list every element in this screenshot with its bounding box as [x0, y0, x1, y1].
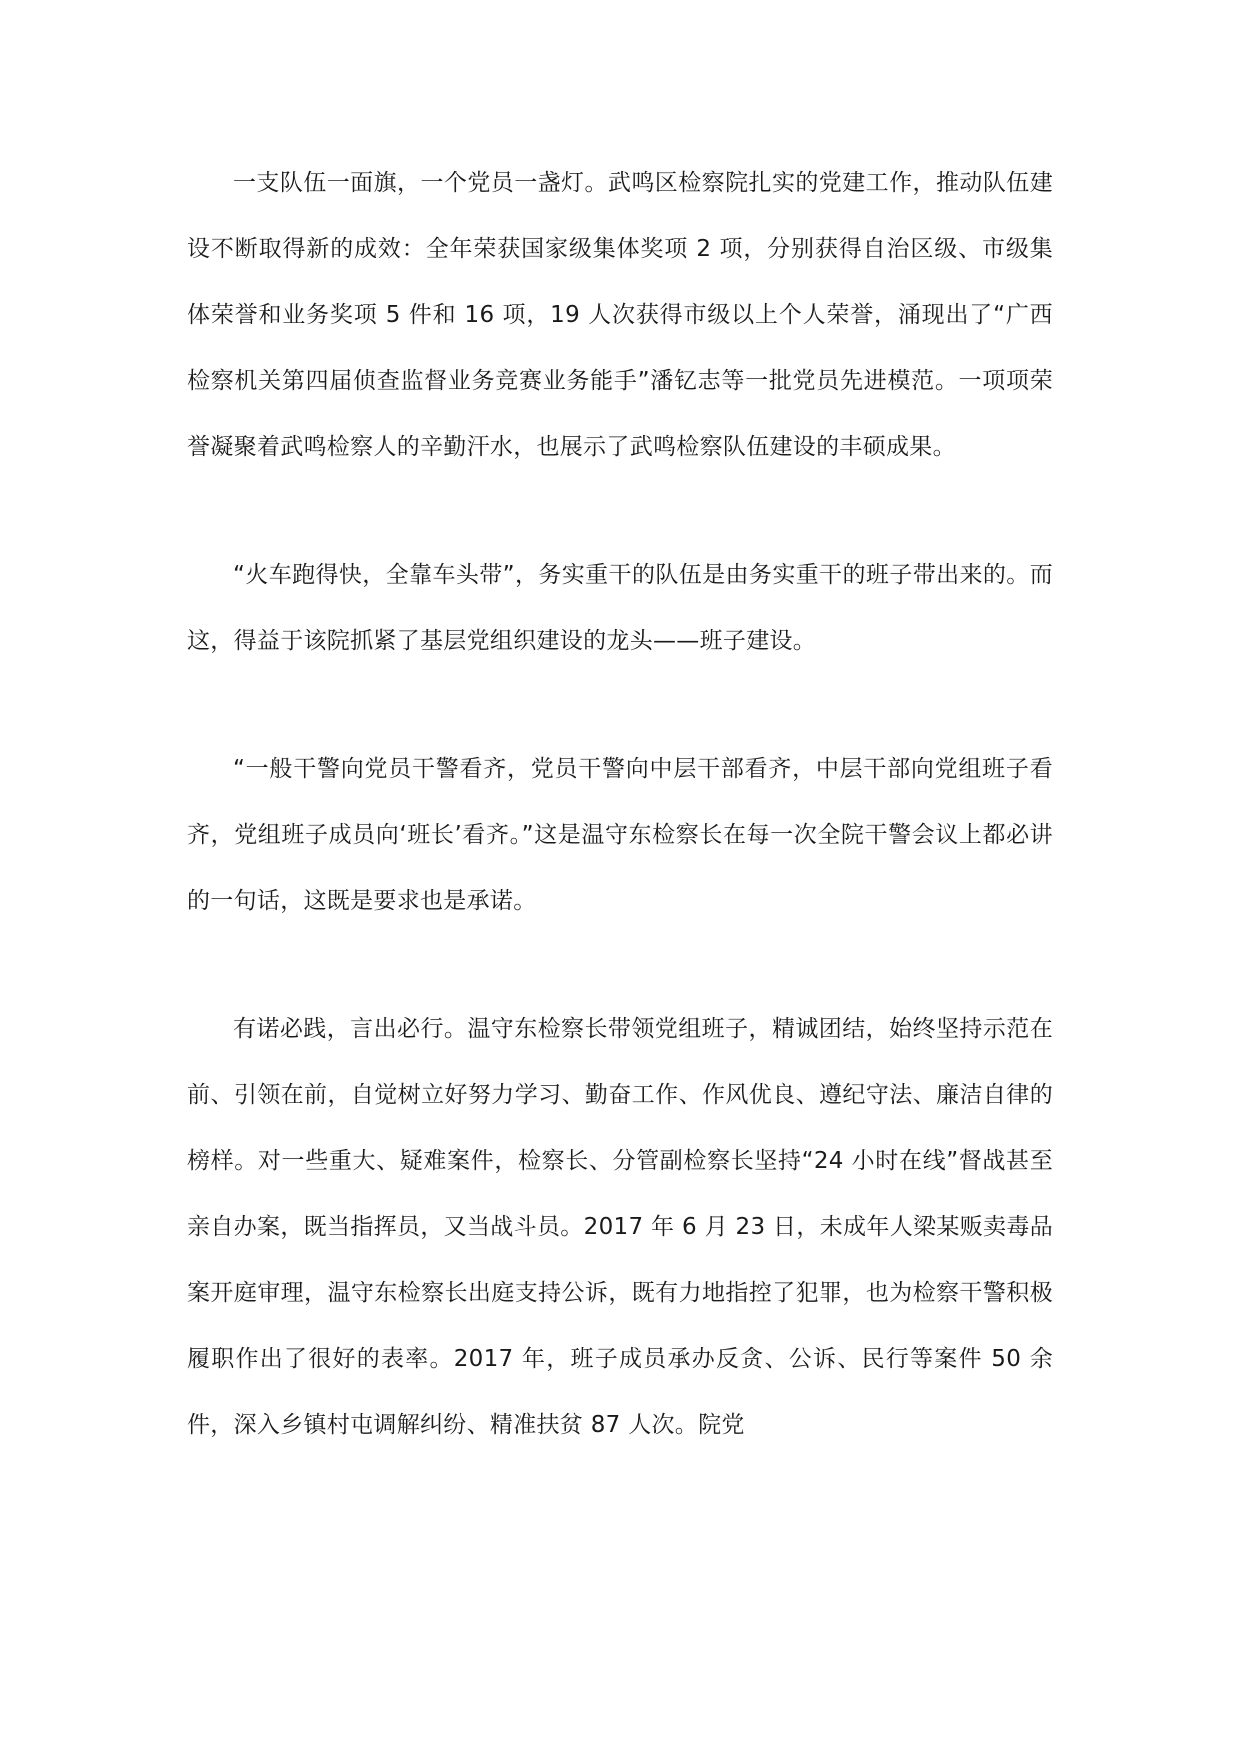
paragraph-2: “火车跑得快，全靠车头带”，务实重干的队伍是由务实重干的班子带出来的。而这，得益于该院抓紧了基层党组织建设的龙头——班子建设。 — [187, 562, 1053, 654]
paragraph-3: “一般干警向党员干警看齐，党员干警向中层干部看齐，中层干部向党组班子看齐，党组班子成员向‘班长’看齐。”这是温守东检察长在每一次全院干警会议上都必讲的一句话，这既是要求也是承诺。 — [187, 756, 1053, 914]
paragraph-1: 一支队伍一面旗，一个党员一盏灯。武鸣区检察院扎实的党建工作，推动队伍建设不断取得新的成效：全年荣获国家级集体奖项 2 项，分别获得自治区级、市级集体荣誉和业务奖项 5 件和 16 项，19 人次获得市级以上个人荣誉，涌现出了“广西检察机关第四届侦查监督业务竞赛业务能手”潘钇志等一批党员先进模范。一项项荣誉凝聚着武鸣检察人的辛勤汗水，也展示了武鸣检察队伍建设的丰硕成果。 — [187, 170, 1053, 460]
paragraph-4: 有诺必践，言出必行。温守东检察长带领党组班子，精诚团结，始终坚持示范在前、引领在前，自觉树立好努力学习、勤奋工作、作风优良、遵纪守法、廉洁自律的榜样。对一些重大、疑难案件，检察长、分管副检察长坚持“24 小时在线”督战甚至亲自办案，既当指挥员，又当战斗员。2017 年 6 月 23 日，未成年人梁某贩卖毒品案开庭审理，温守东检察长出庭支持公诉，既有力地指控了犯罪，也为检察干警积极履职作出了很好的表率。2017 年，班子成员承办反贪、公诉、民行等案件 50 余件，深入乡镇村屯调解纠纷、精准扶贫 87 人次。院党 — [187, 1016, 1053, 1438]
document-body — [187, 150, 1053, 1458]
